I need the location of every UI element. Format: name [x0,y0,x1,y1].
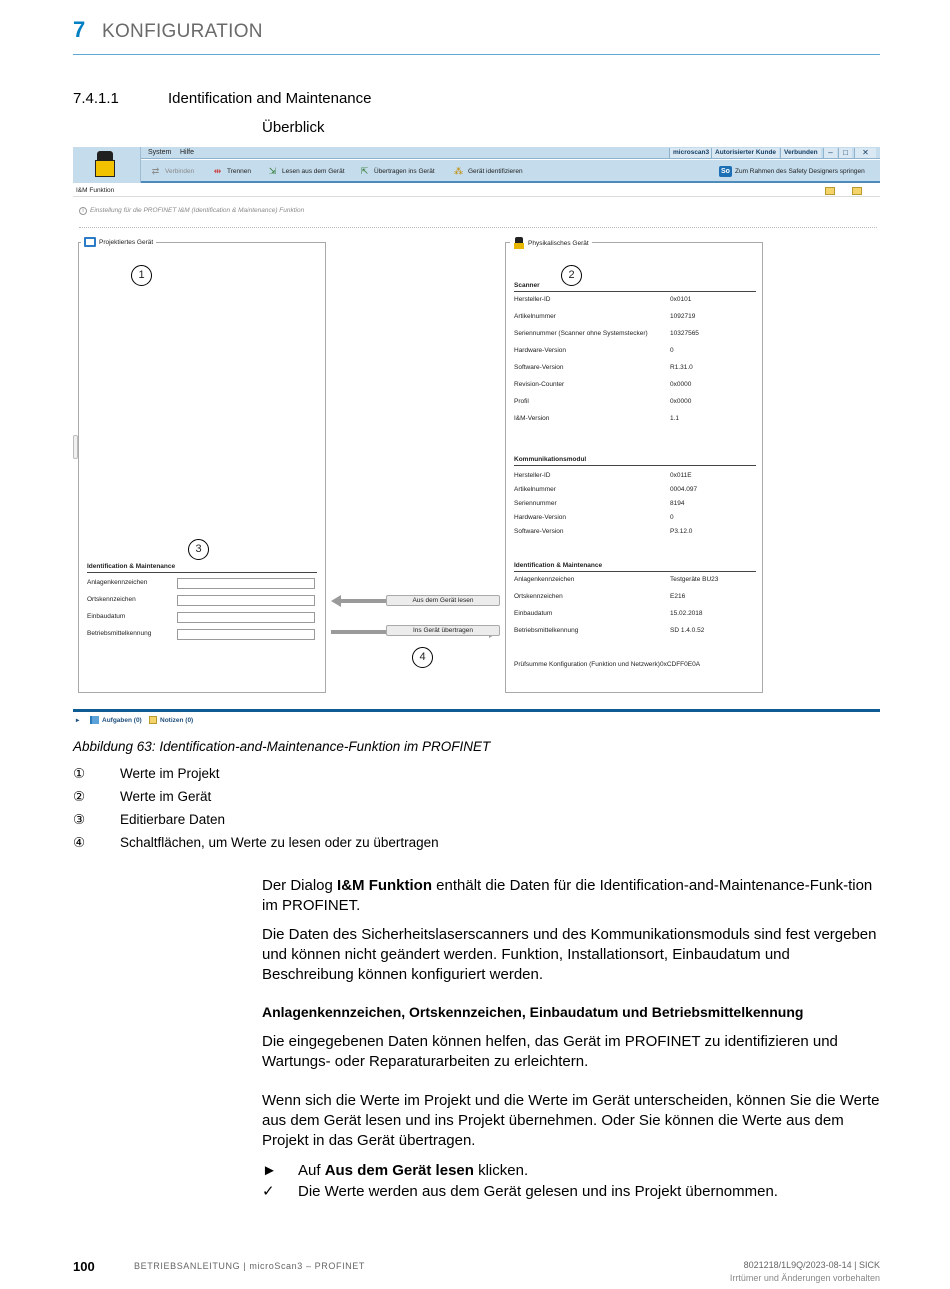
scanner-icon [513,237,525,249]
menu-help[interactable]: Hilfe [180,149,195,156]
connect-button[interactable]: ⇄ Verbinden [149,166,194,176]
paragraph-differences: Wenn sich die Werte im Projekt und die Werte im Gerät unterscheiden, können Sie die Werte aus dem Gerät lesen und ins Projekt übernehmen. Oder Sie können die Werte aus dem Projekt in das Gerät übertragen. [262,1092,880,1149]
scanner-logo-icon [73,147,141,183]
scanner-label: Seriennummer (Scanner ohne Systemstecker) [514,330,648,337]
read-from-device-button[interactable]: ⇲ Lesen aus dem Gerät [266,166,345,176]
scanner-rule [514,291,756,292]
scanner-value: R1.31.0 [670,364,693,371]
scanner-label: Revision-Counter [514,381,565,388]
comm-value: 8194 [670,500,685,507]
expand-icon[interactable]: ▸ [76,717,80,724]
note-icon[interactable] [825,187,835,195]
scanner-value: 10327565 [670,330,699,337]
device-im-rule [514,571,756,572]
comm-label: Seriennummer [514,500,557,507]
section-subtitle: Überblick [262,119,325,136]
callout-4: 4 [412,647,433,668]
toolbar [141,160,880,183]
field-label-plant: Anlagenkennzeichen [87,579,148,586]
project-im-heading: Identification & Maintenance [87,563,176,570]
section-title: Identification and Maintenance [168,90,372,107]
status-bar [73,709,880,728]
maximize-button[interactable]: □ [838,148,852,158]
scanner-label: I&M-Version [514,415,550,422]
transfer-to-device-button[interactable]: ⇱ Übertragen ins Gerät [358,166,435,176]
notes-tab[interactable]: Notizen (0) [149,716,193,724]
identify-device-button[interactable]: ⁂ Gerät identifizieren [454,166,523,176]
scanner-value: 0x0101 [670,296,692,303]
device-badge: microscan3 [669,148,712,158]
comm-label: Hersteller-ID [514,472,551,479]
flag-icon [90,716,99,724]
arrow-left-icon [331,595,341,607]
scanner-label: Software-Version [514,364,564,371]
device-im-label: Ortskennzeichen [514,593,563,600]
device-im-value: Testgeräte BU23 [670,576,719,583]
section-number: 7.4.1.1 [73,90,119,107]
page-number: 100 [73,1259,95,1274]
paragraph-purpose: Die eingegebenen Daten können helfen, das Gerät im PROFINET zu identifizieren und Wartungs- oder Reparaturarbeiten zu erleichtern. [262,1033,838,1070]
callout-3: 3 [188,539,209,560]
comm-label: Artikelnummer [514,486,556,493]
connect-icon: ⇄ [151,166,160,176]
field-label-date: Einbaudatum [87,613,126,620]
safety-designer-icon: So [719,166,732,177]
im-tab-bar [73,185,880,197]
scanner-value: 0x0000 [670,398,692,405]
checkmark-icon: ✓ [262,1183,275,1200]
comm-module-heading: Kommunikationsmodul [514,456,587,463]
comm-value: 0 [670,514,674,521]
read-device-icon: ⇲ [268,166,277,176]
close-button[interactable]: ✕ [854,148,876,158]
scanner-label: Profil [514,398,529,405]
info-line: i Einstellung für die PROFINET I&M (Identification & Maintenance) Funktion [79,207,304,215]
info-icon: i [79,207,87,215]
transfer-to-device-action[interactable]: Ins Gerät übertragen [386,625,500,636]
field-label-equipment: Betriebsmittelkennung [87,630,152,637]
header-rule [73,54,880,55]
disconnect-button[interactable]: ⇹ Trennen [211,166,251,176]
tasks-tab[interactable]: Aufgaben (0) [90,716,142,724]
footer-reference: 8021218/1L9Q/2023-08-14 | SICK [743,1260,880,1270]
device-im-label: Anlagenkennzeichen [514,576,575,583]
monitor-icon [84,237,96,247]
physical-device-legend: Physikalisches Gerät [510,237,592,249]
equipment-id-input[interactable] [177,629,315,640]
comm-label: Hardware-Version [514,514,567,521]
figure-caption: Abbildung 63: Identification-and-Maintenance-Funktion im PROFINET [73,739,491,754]
comm-module-rule [514,465,756,466]
minimize-button[interactable]: – [823,148,837,158]
paragraph-intro: Der Dialog I&M Funktion enthält die Daten für die Identification-and-Maintenance-Funk-tion im PROFINET. [262,877,873,914]
step-arrow-icon: ► [262,1162,277,1179]
comm-value: 0x011E [670,472,692,479]
project-device-legend: Projektiertes Gerät [81,237,156,247]
callout-2: 2 [561,265,582,286]
install-date-input[interactable] [177,612,315,623]
note-add-icon[interactable] [852,187,862,195]
plant-id-input[interactable] [177,578,315,589]
software-screenshot [73,147,880,728]
connection-badge: Verbunden [780,148,821,158]
chapter-title: KONFIGURATION [102,21,263,42]
scanner-value: 0x0000 [670,381,692,388]
paragraph-fixed-data: Die Daten des Sicherheitslaserscanners und des Kommunikationsmoduls sind fest vergeben und können nicht geändert werden. Funktion, Installationsort, Einbaudatum und Beschreibung können konfiguriert werden. [262,926,877,983]
scanner-heading: Scanner [514,282,540,289]
tab-im-function[interactable]: I&M Funktion [76,187,115,194]
menu-system[interactable]: System [148,149,172,156]
transfer-device-icon: ⇱ [360,166,369,176]
scanner-value: 0 [670,347,674,354]
project-device-group [78,238,326,693]
jump-to-frame-button[interactable]: So Zum Rahmen des Safety Designers springen [719,166,865,177]
user-level-badge[interactable]: Autorisierter Kunde [711,148,779,158]
subheading: Anlagenkennzeichen, Ortskennzeichen, Einbaudatum und Betriebsmittelkennung [262,1004,804,1020]
scanner-value: 1092719 [670,313,696,320]
network-icon: ⁂ [454,166,463,176]
scanner-value: 1.1 [670,415,680,422]
physical-device-group [505,239,763,693]
project-im-rule [87,572,317,573]
scanner-label: Hardware-Version [514,347,567,354]
device-im-value: 15.02.2018 [670,610,703,617]
disconnect-icon: ⇹ [213,166,222,176]
device-im-label: Einbaudatum [514,610,553,617]
chapter-number: 7 [73,17,86,42]
location-id-input[interactable] [177,595,315,606]
divider [79,227,877,228]
device-im-value: SD 1.4.0.52 [670,627,705,634]
device-im-value: E216 [670,593,686,600]
checksum-line: Prüfsumme Konfiguration (Funktion und Netzwerk)0xCDFF0E0A [514,661,701,668]
footer-disclaimer: Irrtümer und Änderungen vorbehalten [729,1273,880,1283]
comm-label: Software-Version [514,528,564,535]
field-label-location: Ortskennzeichen [87,596,136,603]
device-im-heading: Identification & Maintenance [514,562,603,569]
title-bar [73,147,880,159]
footer-document: BETRIEBSANLEITUNG | microScan3 – PROFINET [134,1261,365,1271]
comm-value: 0004.097 [670,486,698,493]
device-im-label: Betriebsmittelkennung [514,627,579,634]
notes-icon [149,716,157,724]
scanner-label: Hersteller-ID [514,296,551,303]
comm-value: P3.12.0 [670,528,693,535]
callout-1: 1 [131,265,152,286]
read-from-device-action[interactable]: Aus dem Gerät lesen [386,595,500,606]
scanner-label: Artikelnummer [514,313,556,320]
